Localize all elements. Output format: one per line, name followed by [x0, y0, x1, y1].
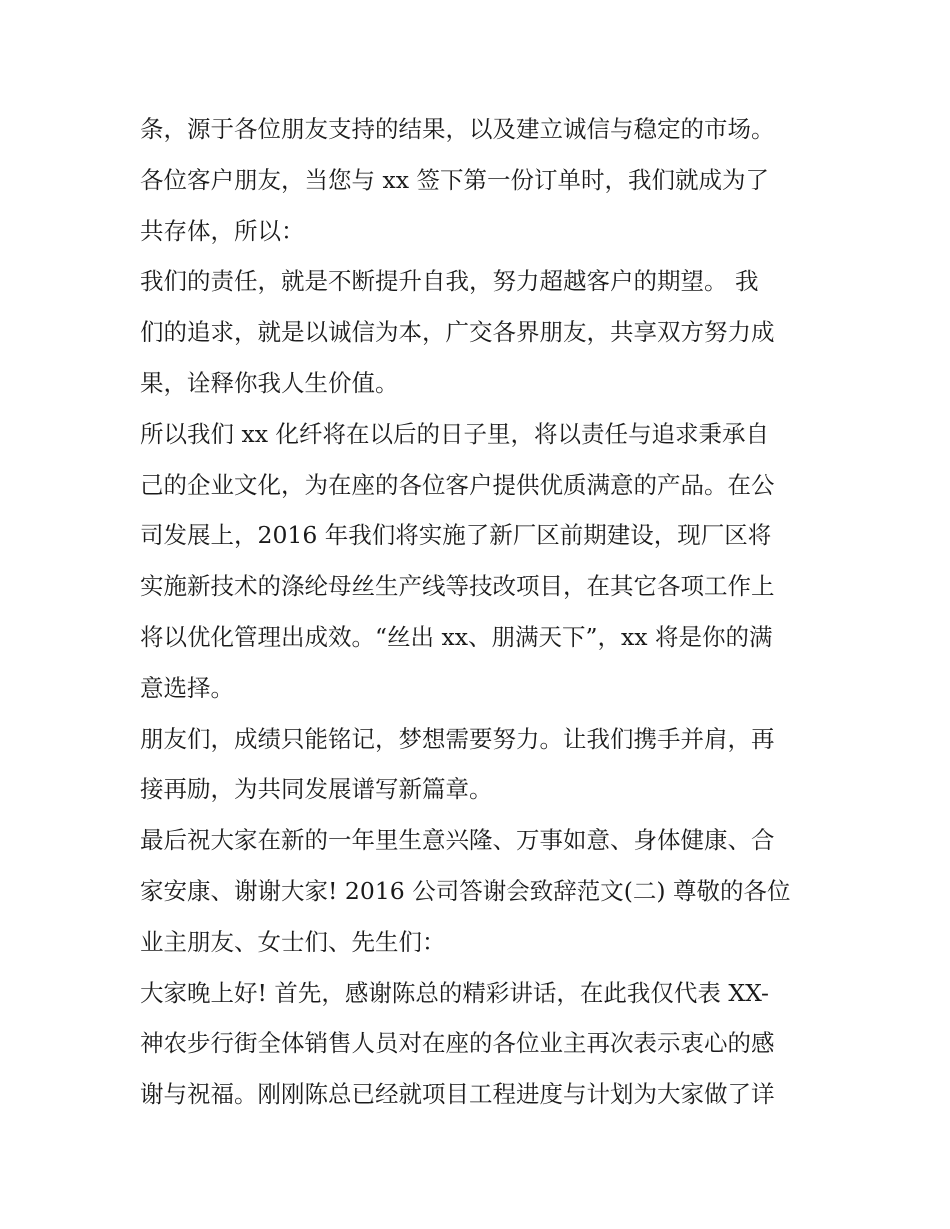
text-line: 共存体，所以： — [140, 216, 305, 245]
text-line: 神农步行街全体销售人员对在座的各位业主再次表示衷心的感 — [140, 1029, 775, 1058]
text-line: 果，诠释你我人生价值。 — [140, 368, 399, 397]
text-line: 业主朋友、女士们、先生们： — [140, 927, 446, 956]
text-line: 大家晚上好! 首先，感谢陈总的精彩讲话，在此我仅代表 XX- — [140, 978, 769, 1007]
text-line: 最后祝大家在新的一年里生意兴隆、万事如意、身体健康、合 — [140, 826, 775, 855]
text-line: 谢与祝福。刚刚陈总已经就项目工程进度与计划为大家做了详 — [140, 1080, 775, 1109]
text-line: 接再励，为共同发展谱写新篇章。 — [140, 775, 493, 804]
text-line: 条，源于各位朋友支持的结果，以及建立诚信与稳定的市场。 — [140, 115, 775, 143]
text-line: 各位客户朋友，当您与 xx 签下第一份订单时，我们就成为了 — [140, 165, 769, 194]
text-line: 司发展上，2016 年我们将实施了新厂区前期建设，现厂区将 — [140, 521, 772, 550]
text-line: 们的追求，就是以诚信为本，广交各界朋友，共享双方努力成 — [140, 318, 775, 347]
text-line: 家安康、谢谢大家! 2016 公司答谢会致辞范文(二) 尊敬的各位 — [140, 876, 791, 905]
text-line: 己的企业文化，为在座的各位客户提供优质满意的产品。在公 — [140, 470, 775, 499]
text-line: 朋友们，成绩只能铭记，梦想需要努力。让我们携手并肩，再 — [140, 724, 775, 753]
body-text — [140, 104, 820, 1120]
text-line: 所以我们 xx 化纤将在以后的日子里，将以责任与追求秉承自 — [140, 419, 769, 448]
text-line: 我们的责任，就是不断提升自我，努力超越客户的期望。 我 — [140, 267, 759, 296]
text-line: 意选择。 — [140, 673, 234, 702]
text-line: 将以优化管理出成效。“丝出 xx、朋满天下”，xx 将是你的满 — [140, 622, 773, 651]
text-line: 实施新技术的涤纶母丝生产线等技改项目，在其它各项工作上 — [140, 572, 775, 601]
